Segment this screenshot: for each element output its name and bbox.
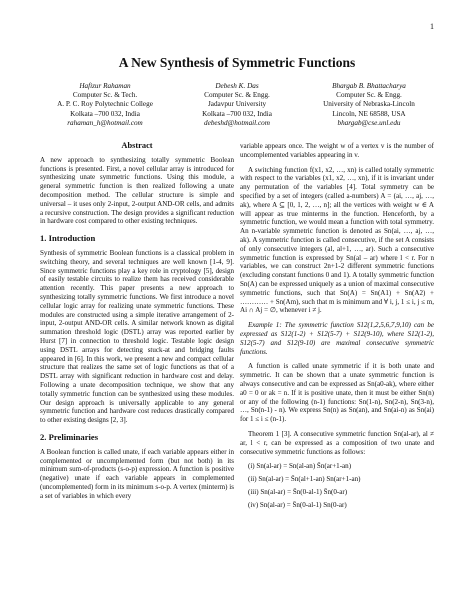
author-block: [40, 82, 434, 128]
theorem-paragraph: Theorem 1 [3]. A consecutive symmetric function Sn(al-ar), al ≠ ar, l < r, can be expressed as a composition of two unate and consecutive symmetric functions as follows:: [240, 429, 434, 456]
author-dept: Computer Sc. & Engg.: [204, 91, 270, 100]
right-paragraph-3: A function is called unate symmetric if it is both unate and symmetric. It can be shown that a unate symmetric function is always consecutive and can be expressed as Sn(a0-ak), where either a0 = 0 or ak = n. If it is positive unate, then it must be either Sn(n) or any of the following (n-1) functions: Sn(1-n), Sn(2-n), Sn(3-n), …, Sn(n-1) - n). We express Sn(n) as Sn(an), and Sn(ai-n) as Sn(ai) for 1 ≤ i ≤ (n-1).: [240, 362, 434, 424]
left-column: [40, 142, 234, 506]
right-paragraph-0: variable appears once. The weight w of a vertex v is the number of uncomplemented variables appearing in v.: [240, 142, 434, 159]
author-address: Lincoln, NE 68588, USA: [332, 109, 406, 118]
author-institution: University of Nebraska-Lincoln: [323, 100, 415, 109]
author-name: Bhargab B. Bhattacharya: [332, 82, 406, 90]
theorem-cases: [240, 462, 434, 509]
page-number: 1: [430, 22, 434, 31]
author-institution: Jadavpur University: [207, 100, 267, 109]
author-2: [172, 82, 302, 128]
right-paragraph-1: A switching function f(x1, x2, …, xn) is called totally symmetric with respect to the variables (x1, x2, …, xn), if it is invariant under any permutation of the variables [4]. Total symmetry can be specified by a set of integers (called a-numbers) A = (ai, …, aj, …, ak), where A ⊆ [0, 1, 2, …, n]; all the vertices with weight w ∈ A will appear as true minterms in the function. Henceforth, by a symmetric function, we would mean a function with total symmetry. An n-variable symmetric function is denoted as Sn(ai, …, aj, …, ak). A symmetric function is called consecutive, if the set A consists of only consecutive integers (al, al+1, …, ar). Such a consecutive symmetric function is expressed by Sn(al – ar) where l < r. For n variables, we can construct 2n+1-2 different symmetric functions (excluding constant functions 0 and 1). A totally symmetric function Sn(A) can be expressed uniquely as a union of maximal consecutive symmetric functions, such that Sn(A) = Sn(A1) + Sn(A2) + ………… + Sn(Am), such that m is minimum and ∀ i, j, 1 ≤ i, j ≤ m, Ai ∩ Aj = ∅, whenever i ≠ j.: [240, 165, 434, 315]
right-column: [240, 142, 434, 513]
author-name: Hafizur Rahaman: [79, 82, 131, 90]
author-institution: A. P. C. Roy Polytechnic College: [57, 100, 153, 109]
author-email: bhargab@cse.unl.edu: [337, 118, 401, 127]
author-email: debeshd@hotmail.com: [204, 118, 270, 127]
theorem-case: (iv) Sn(al-ar) = S̄n(0-al-1) Sn(0-ar): [248, 500, 347, 509]
abstract-text: A new approach to synthesizing totally symmetric Boolean functions is presented. First, a novel cellular array is introduced for synthesizing unate symmetric functions. Using this module, a general symmetric function is then realized following a unate decomposition method. The cellular structure is simple and universal – it uses only 2-input, 2-output AND-OR cells, and admits a recursive construction. The design provides a significant reduction in hardware cost compared to other existing techniques.: [40, 155, 234, 226]
author-email: rahaman_h@hotmail.com: [67, 118, 143, 127]
prelim-heading: 2. Preliminaries: [40, 431, 99, 442]
author-name: Debesh K. Das: [215, 82, 259, 90]
author-address: Kolkata –700 032, India: [70, 109, 140, 118]
prelim-paragraph: A Boolean function is called unate, if each variable appears either in complemented or uncomplemented form (but not both) in its minimum sum-of-products (s-o-p) expression. A function is positive (negative) unate if each variable appears in complemented (uncomplemented) form in its minimum s-o-p. A vertex (minterm) is a set of variables in which every: [40, 447, 234, 500]
author-dept: Computer Sc. & Engg.: [336, 91, 402, 100]
theorem-case: (ii) Sn(al-ar) = S̄n(al+1-an) Sn(ar+1-an): [248, 475, 361, 484]
author-1: [40, 82, 170, 128]
intro-paragraph: Synthesis of symmetric Boolean functions is a classical problem in switching theory, and several techniques are well known [1-4, 9]. Since symmetric functions play a key role in cryptology [5], design of easily testable circuits to realize them has received considerable attention recently. This paper presents a new approach to synthesizing totally symmetric functions. We first introduce a novel cellular logic array for realizing unate symmetric functions. These modules are constructed using a simple iterative arrangement of 2-input, 2-output AND-OR cells. A similar network known as digital summation threshold logic (DSTL) array was reported earlier by Hurst [7] in connection to threshold logic. Testable logic design using DSTL arrays for detecting stuck-at and bridging faults appeared in [6]. In this work, we present a new and compact cellular structure that realizes the same set of logic functions as that of a DSTL array with significant reduction in hardware cost and delay. Following a unate decomposition technique, we show that any totally symmetric function can be synthesized using these modules. Our design approach is universally applicable to any general symmetric function and hardware cost reduces drastically compared to other existing designs [2, 3].: [40, 248, 234, 425]
example-paragraph: Example 1: The symmetric function S12(1,2,5,6,7,9,10) can be expressed as S12(1-2) + S12(5-7) + S12(9-10), where S12(1-2), S12(5-7) and S12(9-10) are maximal consecutive symmetric functions.: [240, 321, 434, 356]
author-3: [304, 82, 434, 128]
paper-title: A New Synthesis of Symmetric Functions: [118, 55, 356, 70]
theorem-case: (i) Sn(al-ar) = Sn(al-an) S̄n(ar+1-an): [248, 462, 352, 471]
abstract-heading: Abstract: [121, 141, 153, 150]
author-dept: Computer Sc. & Tech.: [72, 91, 138, 100]
author-address: Kolkata –700 032, India: [202, 109, 272, 118]
intro-heading: 1. Introduction: [40, 233, 96, 244]
theorem-case: (iii) Sn(al-ar) = S̄n(0-al-1) S̄n(0-ar): [248, 487, 348, 496]
